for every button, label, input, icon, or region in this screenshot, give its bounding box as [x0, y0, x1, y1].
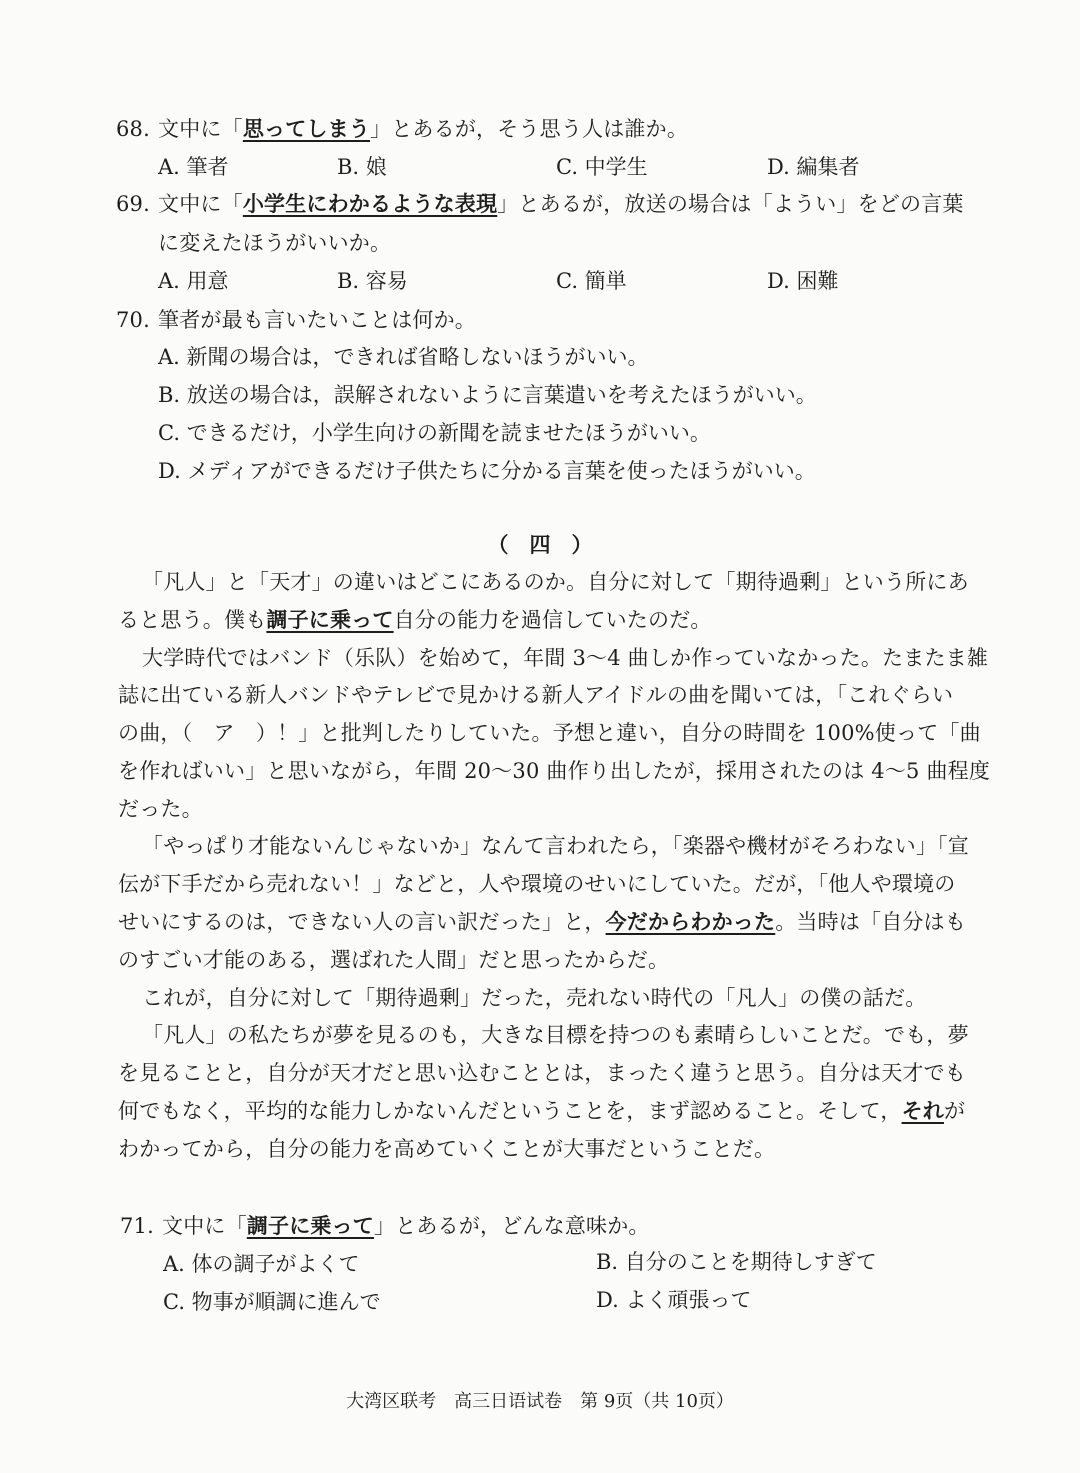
option-70-a: A. 新聞の場合は，できれば省略しないほうがいい。	[158, 345, 649, 369]
option-68-c: C. 中学生	[556, 155, 648, 179]
option-69-a: A. 用意	[158, 269, 229, 293]
stem-text: 筆者が最も言いたいことは何か。	[158, 308, 476, 332]
option-68-b: B. 娘	[337, 155, 387, 179]
underlined-phrase: 調子に乗って	[266, 607, 394, 632]
option-69-c: C. 簡単	[556, 269, 627, 293]
passage-line: 「やっぱり才能ないんじゃないか」なんて言われたら，「楽器や機材がそろわない」「宣	[142, 834, 969, 858]
passage-line: を見ることと，自分が天才だと思い込むこととは，まったく違うと思う。自分は天才でも	[118, 1061, 966, 1085]
option-71-d: D. よく頑張って	[596, 1288, 752, 1312]
passage-line: の曲，（ ア ）！」と批判したりしていた。予想と違い，自分の時間を 100%使って「曲	[118, 721, 981, 745]
option-70-c: C. できるだけ，小学生向けの新聞を読ませたほうがいい。	[158, 421, 711, 445]
option-69-b: B. 容易	[337, 269, 408, 293]
passage-line: 伝が下手だから売れない！」などと，人や環境のせいにしていた。だが，「他人や環境の	[118, 872, 956, 896]
stem-text: 文中に「	[158, 117, 243, 141]
question-69-stem	[116, 189, 964, 219]
option-71-a: A. 体の調子がよくて	[163, 1252, 360, 1276]
underlined-phrase: 小学生にわかるような表現	[242, 191, 498, 216]
passage-text: ると思う。僕も	[118, 608, 267, 632]
passage-text: 何でもなく，平均的な能力しかないんだということを，まず認めること。そして，	[118, 1099, 902, 1123]
question-number: 69.	[116, 192, 150, 216]
underlined-phrase: 今だからわかった	[605, 909, 776, 934]
option-69-d: D. 困難	[767, 269, 839, 293]
option-68-a: A. 筆者	[158, 155, 229, 179]
stem-text: 」とあるが，どんな意味か。	[374, 1214, 650, 1238]
underlined-phrase: 思ってしまう	[242, 116, 371, 141]
passage-line: 誌に出ている新人バンドやテレビで見かける新人アイドルの曲を聞いては，「これぐらい	[118, 683, 954, 707]
question-number: 71.	[120, 1214, 154, 1238]
option-70-d: D. メディアができるだけ子供たちに分かる言葉を使ったほうがいい。	[158, 459, 816, 483]
stem-text: 」とあるが，そう思う人は誰か。	[370, 117, 689, 141]
passage-line	[118, 907, 966, 937]
underlined-phrase: 調子に乗って	[246, 1213, 375, 1238]
section-title: （ 四 ）	[487, 532, 593, 557]
option-70-b: B. 放送の場合は，誤解されないように言葉遣いを考えたほうがいい。	[158, 383, 817, 407]
question-69-stem-line2: に変えたほうがいいか。	[158, 231, 392, 255]
question-70-stem	[116, 305, 476, 335]
stem-text: 文中に「	[158, 192, 243, 216]
question-71-stem	[120, 1211, 650, 1241]
passage-line: わかってから，自分の能力を高めていくことが大事だということだ。	[118, 1137, 776, 1161]
passage-text: 。当時は「自分はも	[775, 910, 967, 934]
passage-line: 大学時代ではバンド（乐队）を始めて，年間 3～4 曲しか作っていなかった。たまたま雑	[142, 646, 989, 670]
passage-line: だった。	[118, 797, 203, 821]
passage-text: 自分の能力を過信していたのだ。	[393, 608, 712, 632]
passage-line: 「凡人」の私たちが夢を見るのも，大きな目標を持つのも素晴らしいことだ。でも，夢	[142, 1023, 969, 1047]
question-68-stem	[116, 114, 688, 144]
passage-line: 「凡人」と「天才」の違いはどこにあるのか。自分に対して「期待過剰」という所にあ	[142, 570, 969, 594]
passage-line: を作ればいい」と思いながら，年間 20～30 曲作り出したが，採用されたのは 4～5 曲程度	[118, 759, 991, 783]
option-71-c: C. 物事が順調に進んで	[163, 1290, 381, 1314]
stem-text: 」とあるが，放送の場合は「ようい」をどの言葉	[497, 192, 964, 216]
passage-line	[118, 1096, 965, 1126]
question-number: 68.	[116, 117, 150, 141]
question-number: 70.	[116, 308, 150, 332]
stem-text: 文中に「	[162, 1214, 247, 1238]
passage-line: これが，自分に対して「期待過剰」だった，売れない時代の「凡人」の僕の話だ。	[142, 986, 927, 1010]
passage-text: せいにするのは，できない人の言い訳だった」と，	[118, 910, 606, 934]
passage-line	[118, 605, 712, 635]
option-68-d: D. 編集者	[767, 155, 860, 179]
option-71-b: B. 自分のことを期待しすぎて	[596, 1250, 877, 1274]
page-footer: 大湾区联考 高三日语试卷 第 9页（共 10页）	[346, 1391, 734, 1412]
passage-line: のすごい才能のある，選ばれた人間」だと思ったからだ。	[118, 948, 670, 972]
passage-text: が	[943, 1099, 966, 1123]
underlined-phrase: それ	[901, 1098, 944, 1123]
